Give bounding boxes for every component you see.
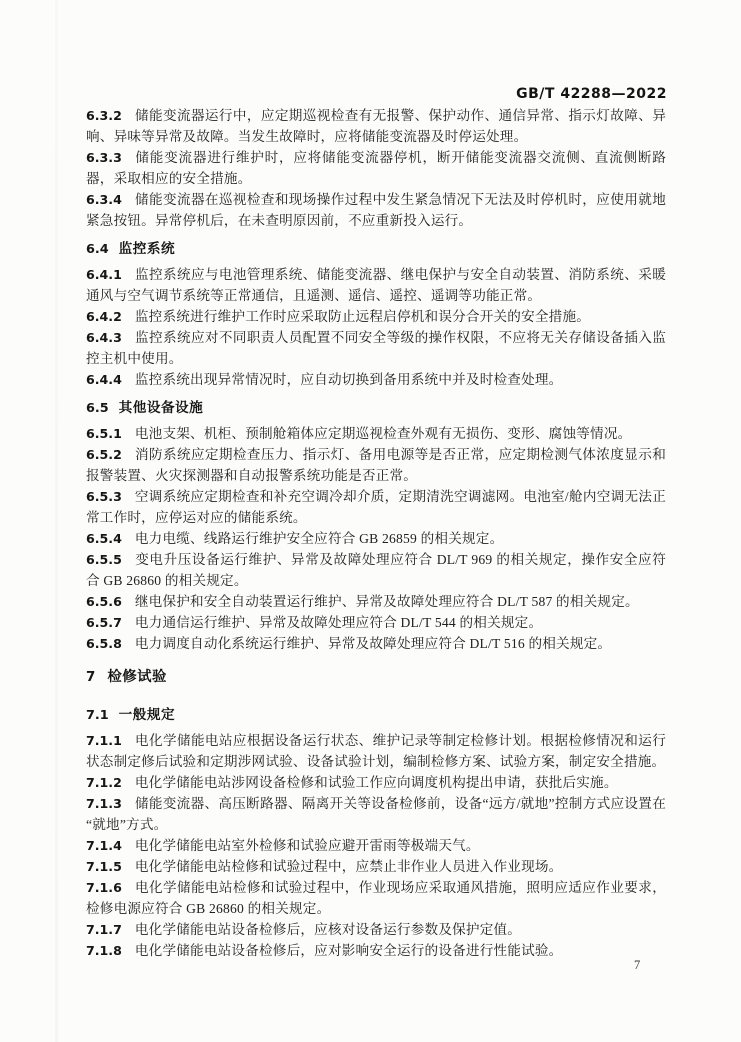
section-heading-7-1: [86, 705, 666, 726]
section-title: 其他设备设施: [118, 400, 204, 416]
clause-6-5-3: [86, 486, 666, 528]
doc-code-header: GB/T 42288—2022: [516, 86, 667, 102]
clause-text: 监控系统进行维护工作时应采取防止远程启停机和误分合开关的安全措施。: [134, 309, 591, 324]
clause-text: 电化学储能电站设备检修后，应对影响安全运行的设备进行性能试验。: [134, 943, 563, 958]
clause-6-5-8: [86, 633, 666, 654]
clause-6-4-4: [86, 369, 666, 390]
clause-7-1-5: [86, 856, 666, 877]
section-title: 一般规定: [118, 707, 176, 723]
clause-number: 6.5.7: [86, 615, 122, 630]
clause-6-4-2: [86, 306, 666, 327]
clause-number: 6.4.3: [86, 330, 122, 345]
clause-7-1-2: [86, 772, 666, 793]
chapter-number: 7: [86, 670, 96, 685]
clause-7-1-6: [86, 877, 666, 919]
clause-6-4-3: [86, 327, 666, 369]
clause-6-5-6: [86, 591, 666, 612]
clause-6-5-4: [86, 528, 666, 549]
document-body: [86, 105, 666, 961]
clause-text: 储能变流器在巡视检查和现场操作过程中发生紧急情况下无法及时停机时，应使用就地紧急按钮。异常停机后，在未查明原因前，不应重新投入运行。: [86, 192, 666, 228]
clause-6-5-2: [86, 444, 666, 486]
clause-number: 7.1.7: [86, 922, 122, 937]
clause-7-1-1: [86, 730, 666, 772]
clause-text: 监控系统应对不同职责人员配置不同安全等级的操作权限，不应将无关存储设备插入监控主机中使用。: [86, 330, 666, 366]
clause-text: 储能变流器进行维护时，应将储能变流器停机，断开储能变流器交流侧、直流侧断路器，采取相应的安全措施。: [86, 150, 666, 186]
clause-number: 6.4.4: [86, 372, 122, 387]
clause-text: 储能变流器运行中，应定期巡视检查有无报警、保护动作、通信异常、指示灯故障、异响、异味等异常及故障。当发生故障时，应将储能变流器及时停运处理。: [86, 108, 666, 144]
clause-number: 7.1.4: [86, 838, 122, 853]
clause-6-4-1: [86, 264, 666, 306]
clause-text: 电力通信运行维护、异常及故障处理应符合 DL/T 544 的相关规定。: [134, 615, 543, 630]
clause-number: 7.1.2: [86, 775, 122, 790]
clause-text: 电化学储能电站设备检修后，应核对设备运行参数及保护定值。: [134, 922, 522, 937]
clause-7-1-3: [86, 793, 666, 835]
clause-text: 电化学储能电站检修和试验过程中，应禁止非作业人员进入作业现场。: [134, 859, 563, 874]
chapter-title: 检修试验: [107, 669, 167, 685]
clause-number: 6.3.2: [86, 108, 122, 123]
clause-6-5-7: [86, 612, 666, 633]
clause-7-1-4: [86, 835, 666, 856]
clause-7-1-7: [86, 919, 666, 940]
clause-text: 电化学储能电站检修和试验过程中，作业现场应采取通风措施，照明应适应作业要求，检修电源应符合 GB 26860 的相关规定。: [86, 880, 666, 916]
section-number: 6.5: [86, 401, 109, 416]
clause-text: 监控系统应与电池管理系统、储能变流器、继电保护与安全自动装置、消防系统、采暖通风与空气调节系统等正常通信，且遥测、遥信、遥控、遥调等功能正常。: [86, 267, 666, 303]
clause-number: 6.4.2: [86, 309, 122, 324]
clause-text: 继电保护和安全自动装置运行维护、异常及故障处理应符合 DL/T 587 的相关规定。: [134, 594, 639, 609]
clause-number: 6.5.4: [86, 531, 122, 546]
clause-6-3-2: [86, 105, 666, 147]
clause-text: 电池支架、机柜、预制舱箱体应定期巡视检查外观有无损伤、变形、腐蚀等情况。: [134, 426, 632, 441]
clause-text: 监控系统出现异常情况时，应自动切换到备用系统中并及时检查处理。: [134, 372, 563, 387]
clause-number: 7.1.5: [86, 859, 122, 874]
clause-number: 7.1.1: [86, 733, 122, 748]
clause-text: 储能变流器、高压断路器、隔离开关等设备检修前，设备“远方/就地”控制方式应设置在“就地”方式。: [86, 796, 666, 832]
clause-7-1-8: [86, 940, 666, 961]
clause-text: 变电升压设备运行维护、异常及故障处理应符合 DL/T 969 的相关规定，操作安全应符合 GB 26860 的相关规定。: [86, 552, 666, 588]
clause-text: 消防系统应定期检查压力、指示灯、备用电源等是否正常，应定期检测气体浓度显示和报警装置、火灾探测器和自动报警系统功能是否正常。: [86, 447, 666, 483]
scan-artifact: [55, 0, 58, 1042]
section-heading-6-4: [86, 239, 666, 260]
clause-number: 7.1.3: [86, 796, 122, 811]
clause-number: 6.5.3: [86, 489, 122, 504]
clause-text: 空调系统应定期检查和补充空调冷却介质，定期清洗空调滤网。电池室/舱内空调无法正常工作时，应停运对应的储能系统。: [86, 489, 666, 525]
clause-text: 电力电缆、线路运行维护安全应符合 GB 26859 的相关规定。: [134, 531, 504, 546]
section-heading-6-5: [86, 398, 666, 419]
clause-number: 7.1.8: [86, 943, 122, 958]
clause-6-5-5: [86, 549, 666, 591]
clause-6-3-3: [86, 147, 666, 189]
clause-text: 电化学储能电站应根据设备运行状态、维护记录等制定检修计划。根据检修情况和运行状态制定修后试验和定期涉网试验、设备试验计划，编制检修方案、试验方案，制定安全措施。: [86, 733, 666, 769]
section-number: 6.4: [86, 242, 109, 257]
clause-number: 6.4.1: [86, 267, 122, 282]
clause-text: 电力调度自动化系统运行维护、异常及故障处理应符合 DL/T 516 的相关规定。: [134, 636, 612, 651]
clause-number: 6.3.4: [86, 192, 122, 207]
clause-number: 6.5.6: [86, 594, 122, 609]
clause-text: 电化学储能电站室外检修和试验应避开雷雨等极端天气。: [134, 838, 480, 853]
clause-number: 6.5.8: [86, 636, 122, 651]
clause-number: 7.1.6: [86, 880, 122, 895]
clause-number: 6.5.5: [86, 552, 122, 567]
clause-number: 6.5.1: [86, 426, 122, 441]
chapter-heading-7: [86, 666, 666, 689]
clause-number: 6.5.2: [86, 447, 122, 462]
clause-6-5-1: [86, 423, 666, 444]
clause-6-3-4: [86, 189, 666, 231]
page-number: 7: [634, 958, 641, 972]
section-title: 监控系统: [118, 241, 176, 257]
section-number: 7.1: [86, 708, 109, 723]
clause-text: 电化学储能电站涉网设备检修和试验工作应向调度机构提出申请，获批后实施。: [134, 775, 618, 790]
clause-number: 6.3.3: [86, 150, 122, 165]
